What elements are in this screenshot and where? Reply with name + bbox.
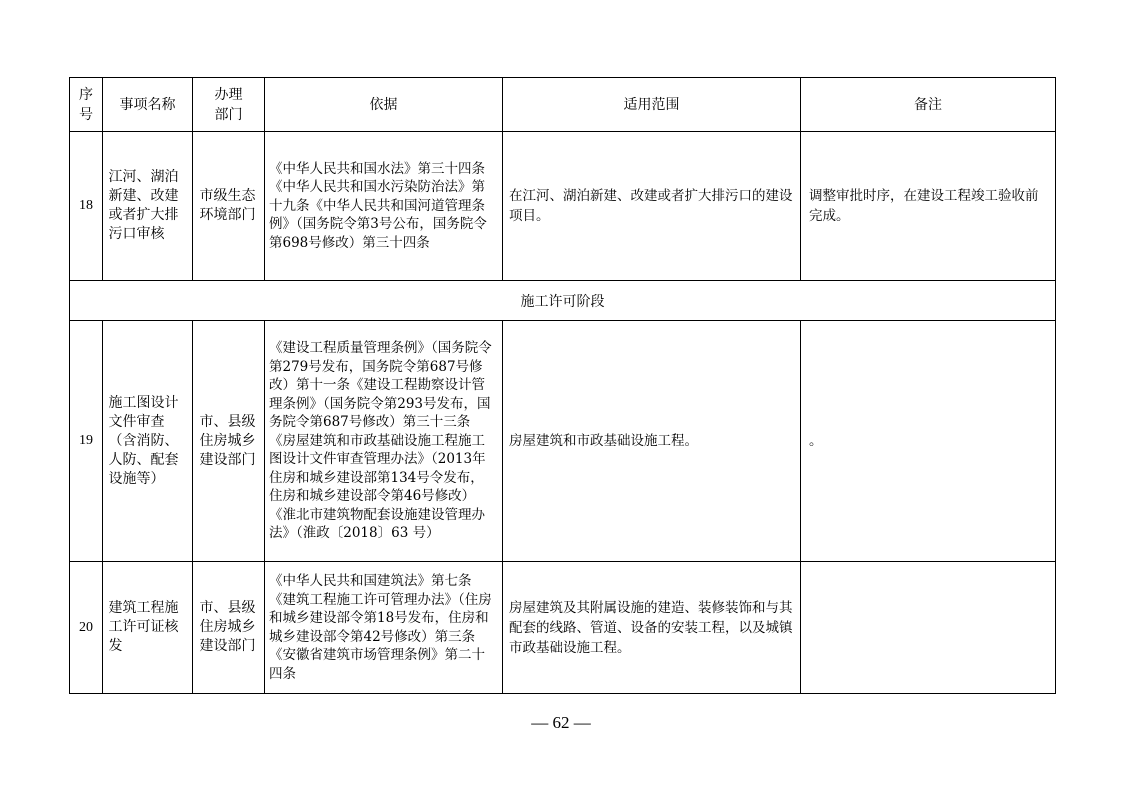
row-number: 19: [70, 321, 103, 562]
item-name: 建筑工程施工许可证核发: [103, 562, 193, 694]
header-note: 备注: [801, 78, 1056, 132]
section-row: [70, 281, 1056, 321]
row-number: 18: [70, 132, 103, 281]
item-name: 施工图设计文件审查（含消防、人防、配套设施等）: [103, 321, 193, 562]
header-scope: 适用范围: [503, 78, 801, 132]
scope-text: 房屋建筑及其附属设施的建造、装修装饰和与其配套的线路、管道、设备的安装工程，以及城镇市政基础设施工程。: [503, 562, 801, 694]
table-row: [70, 562, 1056, 694]
table-row: [70, 321, 1056, 562]
legal-basis: 《中华人民共和国水法》第三十四条《中华人民共和国水污染防治法》第十九条《中华人民共和国河道管理条例》（国务院令第3号公布，国务院令第698号修改）第三十四条: [265, 132, 503, 281]
note-text: 调整审批时序，在建设工程竣工验收前完成。: [801, 132, 1056, 281]
legal-basis: 《中华人民共和国建筑法》第七条《建筑工程施工许可管理办法》（住房和城乡建设部令第18号发布，住房和城乡建设部令第42号修改）第三条《安徽省建筑市场管理条例》第二十四条: [265, 562, 503, 694]
section-title: 施工许可阶段: [70, 281, 1056, 321]
note-text: 。: [801, 321, 1056, 562]
approval-items-table: [69, 77, 1056, 694]
scope-text: 在江河、湖泊新建、改建或者扩大排污口的建设项目。: [503, 132, 801, 281]
table-header-row: [70, 78, 1056, 132]
row-number: 20: [70, 562, 103, 694]
dept-name: 市级生态环境部门: [193, 132, 265, 281]
table-row: [70, 132, 1056, 281]
legal-basis: 《建设工程质量管理条例》（国务院令第279号发布，国务院令第687号修改）第十一条《建设工程勘察设计管理条例》（国务院令第293号发布，国务院令第687号修改）第三十三条《房屋建筑和市政基础设施工程施工图设计文件审查管理办法》（2013年住房和城乡建设部第134号令发布，住房和城乡建设部令第46号修改）《淮北市建筑物配套设施建设管理办法》（淮政〔2018〕63 号）: [265, 321, 503, 562]
dept-name: 市、县级住房城乡建设部门: [193, 321, 265, 562]
header-item-name: 事项名称: [103, 78, 193, 132]
scope-text: 房屋建筑和市政基础设施工程。: [503, 321, 801, 562]
note-text: [801, 562, 1056, 694]
header-dept: 办理部门: [193, 78, 265, 132]
header-seq: 序号: [70, 78, 103, 132]
header-basis: 依据: [265, 78, 503, 132]
page-number: — 62 —: [531, 713, 591, 732]
dept-name: 市、县级住房城乡建设部门: [193, 562, 265, 694]
item-name: 江河、湖泊新建、改建或者扩大排污口审核: [103, 132, 193, 281]
